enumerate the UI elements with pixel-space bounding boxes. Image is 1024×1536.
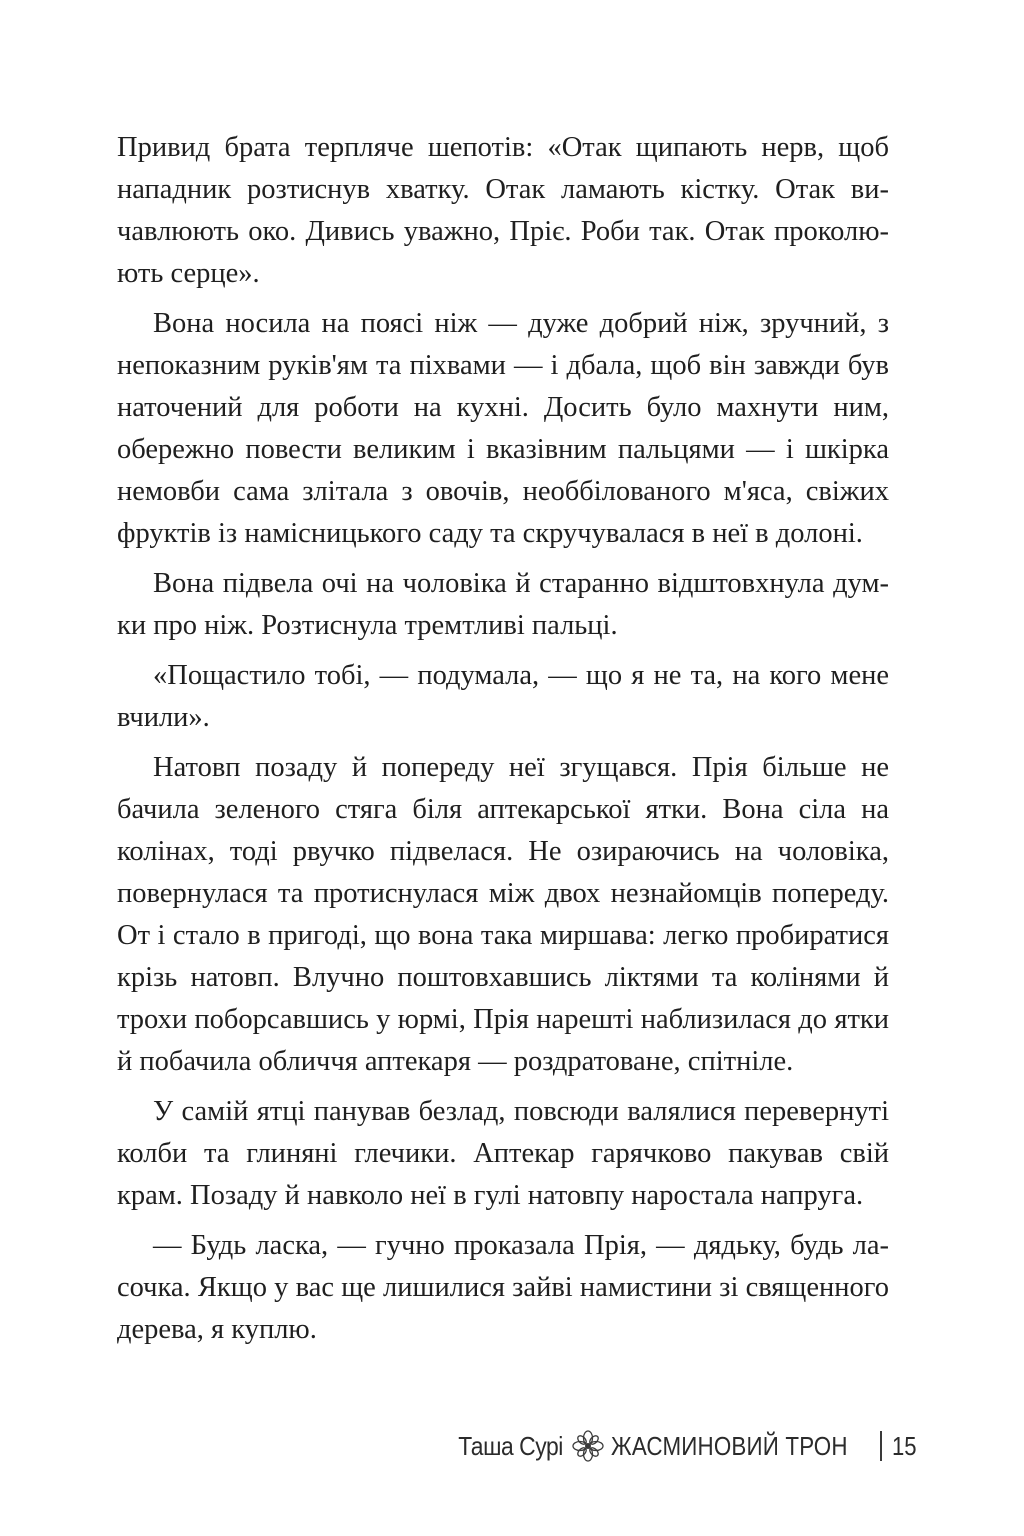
footer-book-title: ЖАСМИНОВИЙ ТРОН [610,1430,848,1461]
paragraph: У самій ятці панував безлад, повсюди валялися перевернуті колби та глиняні глечики. Аптекар гарячково пакував свій крам. Позаду й навколо неї в гулі натовпу наростала напруга. [117,1096,889,1211]
paragraph: — Будь ласка, — гучно проказала Прія, — дядьку, будь ласочка. Якщо у вас ще лишилися зайві намистини зі священного дерева, я куплю. [117,1230,889,1345]
footer-author: Таша Сурі [458,1430,563,1461]
page-number: 15 [892,1430,917,1461]
body-text [117,127,889,1351]
paragraph: Вона підвела очі на чоловіка й старанно відштовхнула думки про ніж. Розтиснула тремтливі пальці. [117,568,889,641]
jasmine-flower-icon [571,1429,605,1463]
running-footer [444,1424,921,1468]
paragraph: Натовп позаду й попереду неї згущався. Прія більше не бачила зеленого стяга біля аптекарської ятки. Вона сіла на колінах, тоді рвучко підвелася. Не озираючись на чоловіка, повернулася та протиснулася між двох незнайомців попереду. От і стало в пригоді, що вона така миршава: легко пробиратися крізь натовп. Влучно поштовхавшись ліктями та колінями й трохи поборсавшись у юрмі, Прія нарешті наблизилася до ятки й побачила обличчя аптекаря — роздратоване, спітніле. [117,752,889,1077]
paragraph: Привид брата терпляче шепотів: «Отак щипають нерв, щоб нападник розтиснув хватку. Отак ламають кістку. Отак вичавлюють око. Дивись уважно, Пріє. Роби так. Отак проколюють серце». [117,132,889,289]
paragraph: Вона носила на поясі ніж — дуже добрий ніж, зручний, з непоказним руків'ям та піхвами — і дбала, щоб він завжди був наточений для роботи на кухні. Досить було махнути ним, обережно повести великим і вказівним пальцями — і шкірка немовби сама злітала з овочів, необбілованого м'яса, свіжих фруктів із намісницького саду та скручувалася в неї в долоні. [117,308,889,549]
footer-divider [880,1431,882,1461]
paragraph: «Пощастило тобі, — подумала, — що я не та, на кого мене вчили». [117,660,889,733]
